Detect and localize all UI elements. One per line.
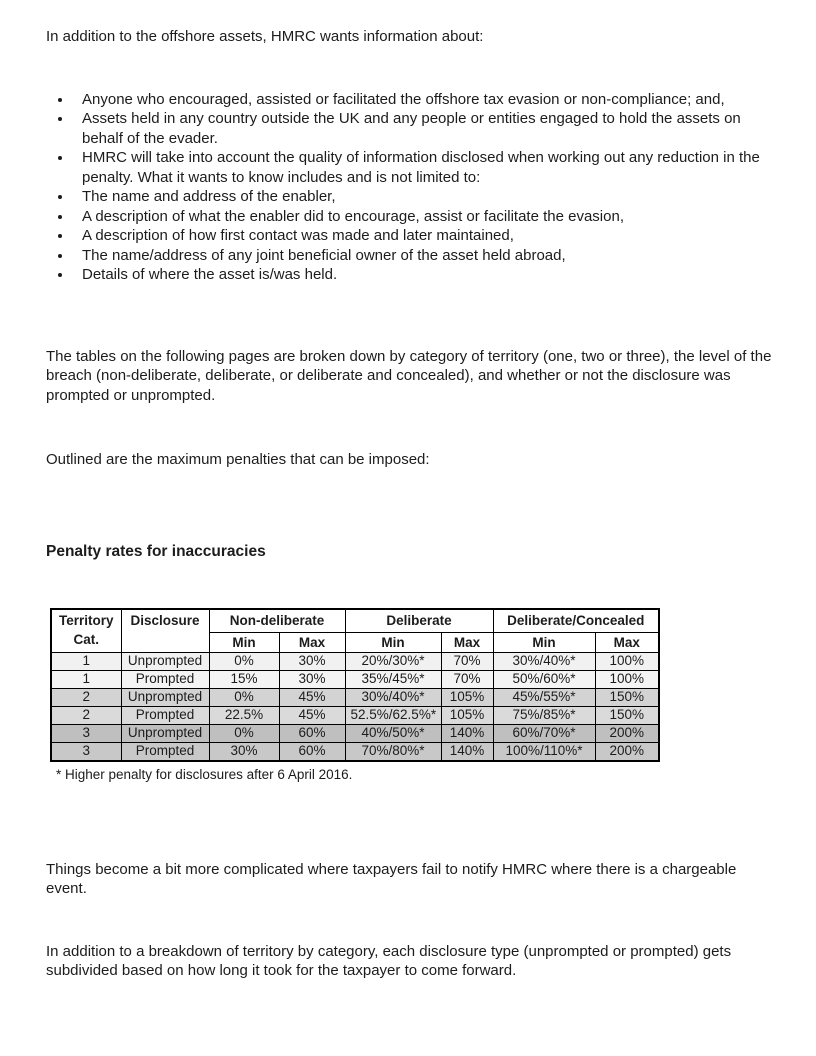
table-cell: 0% <box>209 724 279 742</box>
table-cell: 15% <box>209 670 279 688</box>
disclosure-cell: Prompted <box>121 670 209 688</box>
territory-cat-header <box>51 609 121 653</box>
table-cell: 70%/80%* <box>345 742 441 761</box>
disclosure-cell: Unprompted <box>121 652 209 670</box>
territory-cat-cell: 2 <box>51 706 121 724</box>
table-cell: 200% <box>595 724 659 742</box>
territory-cat-cell: 1 <box>51 652 121 670</box>
territory-cat-cell: 2 <box>51 688 121 706</box>
table-cell: 105% <box>441 688 493 706</box>
table-cell: 60%/70%* <box>493 724 595 742</box>
territory-header-line1: Territory <box>58 612 114 628</box>
table-cell: 0% <box>209 652 279 670</box>
list-item: • A description of how first contact was made and later maintained, <box>73 226 772 246</box>
disclosure-cell: Unprompted <box>121 724 209 742</box>
table-cell: 30%/40%* <box>493 652 595 670</box>
disclosure-cell: Prompted <box>121 706 209 724</box>
table-cell: 35%/45%* <box>345 670 441 688</box>
intro-paragraph: In addition to the offshore assets, HMRC wants information about: <box>46 28 484 45</box>
addition-paragraph: In addition to a breakdown of territory by category, each disclosure type (unprompted or prompted) gets subdivided based on how long it took for the taxpayer to come forward. <box>46 942 732 979</box>
table-cell: 140% <box>441 724 493 742</box>
table-row <box>51 742 659 761</box>
tables-description-paragraph: The tables on the following pages are broken down by category of territory (one, two or three), the level of the breach (non-deliberate, deliberate, or deliberate and concealed), and whether or not the disclosure was prompted or unprompted. <box>46 347 772 404</box>
table-cell: 20%/30%* <box>345 652 441 670</box>
table-row <box>51 724 659 742</box>
bullet-list <box>46 90 772 285</box>
table-cell: 150% <box>595 688 659 706</box>
territory-header-line2: Cat. <box>73 631 99 647</box>
table-cell: 60% <box>279 724 345 742</box>
disclosure-cell: Unprompted <box>121 688 209 706</box>
table-cell: 100% <box>595 670 659 688</box>
table-cell: 105% <box>441 706 493 724</box>
table-cell: 45% <box>279 706 345 724</box>
territory-cat-cell: 1 <box>51 670 121 688</box>
table-cell: 70% <box>441 670 493 688</box>
table-cell: 70% <box>441 652 493 670</box>
min-header: Min <box>345 632 441 652</box>
list-item: • The name/address of any joint beneficial owner of the asset held abroad, <box>73 246 772 266</box>
table-cell: 30%/40%* <box>345 688 441 706</box>
penalty-rates-table <box>50 608 660 762</box>
table-row <box>51 688 659 706</box>
table-cell: 30% <box>279 652 345 670</box>
list-item: • The name and address of the enabler, <box>73 187 772 207</box>
table-cell: 100% <box>595 652 659 670</box>
section-heading: Penalty rates for inaccuracies <box>46 542 266 560</box>
table-cell: 50%/60%* <box>493 670 595 688</box>
territory-cat-cell: 3 <box>51 724 121 742</box>
table-cell: 75%/85%* <box>493 706 595 724</box>
table-cell: 150% <box>595 706 659 724</box>
table-cell: 45%/55%* <box>493 688 595 706</box>
table-cell: 60% <box>279 742 345 761</box>
table-cell: 200% <box>595 742 659 761</box>
table-header-row-groups <box>51 609 659 633</box>
list-item: • Details of where the asset is/was held. <box>73 265 772 285</box>
max-header: Max <box>595 632 659 652</box>
list-item: • Anyone who encouraged, assisted or facilitated the offshore tax evasion or non-compliance; and, <box>73 90 772 110</box>
table-cell: 0% <box>209 688 279 706</box>
list-item: • A description of what the enabler did to encourage, assist or facilitate the evasion, <box>73 207 772 227</box>
list-item: • Assets held in any country outside the UK and any people or entities engaged to hold the assets on behalf of the evader. <box>73 109 772 148</box>
max-header: Max <box>441 632 493 652</box>
things-paragraph: Things become a bit more complicated where taxpayers fail to notify HMRC where there is a chargeable event. <box>46 860 737 897</box>
table-cell: 22.5% <box>209 706 279 724</box>
table-cell: 52.5%/62.5%* <box>345 706 441 724</box>
table-cell: 40%/50%* <box>345 724 441 742</box>
table-row <box>51 706 659 724</box>
deliberate-concealed-group-header: Deliberate/Concealed <box>493 609 659 633</box>
disclosure-header: Disclosure <box>121 609 209 653</box>
table-cell: 100%/110%* <box>493 742 595 761</box>
non-deliberate-group-header: Non-deliberate <box>209 609 345 633</box>
deliberate-group-header: Deliberate <box>345 609 493 633</box>
list-item: • HMRC will take into account the quality of information disclosed when working out any reduction in the penalty. What it wants to know includes and is not limited to: <box>73 148 772 187</box>
outlined-paragraph: Outlined are the maximum penalties that can be imposed: <box>46 451 430 468</box>
table-cell: 45% <box>279 688 345 706</box>
min-header: Min <box>493 632 595 652</box>
disclosure-cell: Prompted <box>121 742 209 761</box>
min-header: Min <box>209 632 279 652</box>
table-cell: 30% <box>279 670 345 688</box>
table-cell: 30% <box>209 742 279 761</box>
max-header: Max <box>279 632 345 652</box>
table-row <box>51 652 659 670</box>
table-footnote: * Higher penalty for disclosures after 6 April 2016. <box>56 766 353 782</box>
territory-cat-cell: 3 <box>51 742 121 761</box>
table-cell: 140% <box>441 742 493 761</box>
table-row <box>51 670 659 688</box>
